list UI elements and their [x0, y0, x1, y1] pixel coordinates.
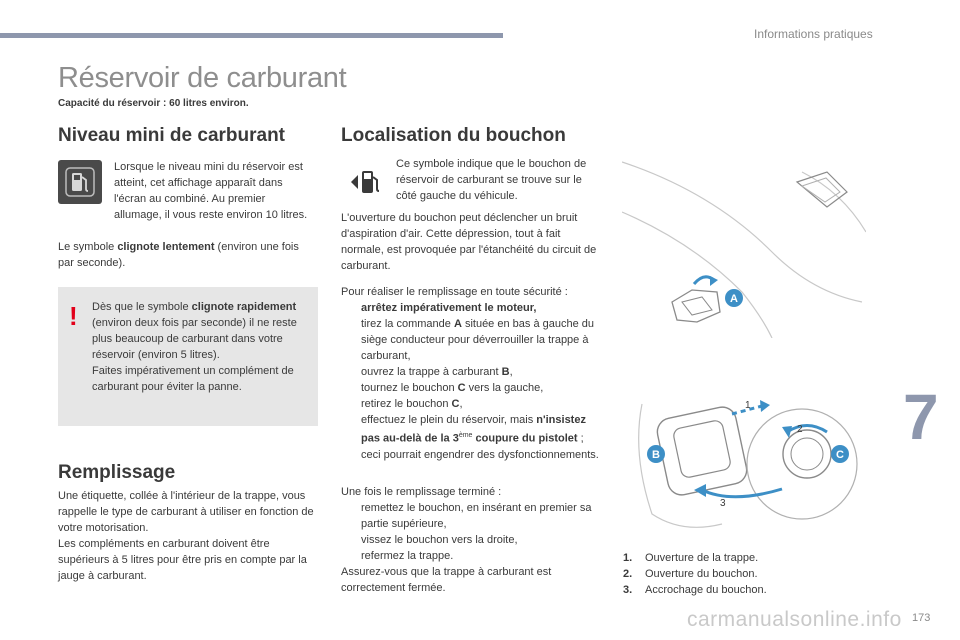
bullet-icon — [341, 300, 361, 316]
end-note: Assurez-vous que la trappe à carburant est correctement fermée. — [341, 566, 552, 594]
list-item: remettez le bouchon, en insérant en premier sa partie supérieure, — [341, 500, 603, 532]
section-title: Informations pratiques — [754, 27, 873, 41]
fuel-cap-left-icon — [341, 160, 385, 209]
list-item: ouvrez la trappe à carburant B, — [341, 364, 603, 380]
steps-intro: Pour réaliser le remplissage en toute sécurité : — [341, 286, 568, 298]
bullet-icon — [341, 548, 361, 564]
list-item: tirez la commande A située en bas à gauche du siège conducteur pour déverrouiller la trappe à carburant, — [341, 316, 603, 364]
page-title: Réservoir de carburant — [58, 62, 347, 94]
niveau-para1: Lorsque le niveau mini du réservoir est atteint, cet affichage apparaît dans l'écran au combiné. Au premier allumage, il vous reste environ 10 litres. — [114, 161, 308, 221]
header-bar — [0, 33, 503, 38]
fuel-gauge-icon — [58, 160, 102, 204]
localisation-para1: L'ouverture du bouchon peut déclencher un bruit d'aspiration d'air. Cette dépression, tout à fait normale, est provoquée par l'étanchéité du circuit de carburant. — [341, 212, 597, 272]
end-intro: Une fois le remplissage terminé : — [341, 486, 502, 498]
label-a: A — [730, 293, 738, 305]
list-item: effectuez le plein du réservoir, mais n'insistez pas au-delà de la 3ème coupure du pistolet ; ceci pourrait engendrer des dysfonctionnements. — [341, 412, 603, 463]
niveau-para2: Le symbole clignote lentement (environ une fois par seconde). — [58, 241, 299, 269]
label-c: C — [836, 449, 844, 461]
fuel-trap-illustration — [622, 394, 866, 549]
watermark: carmanualsonline.info — [687, 608, 902, 631]
end-list — [341, 484, 603, 596]
localisation-heading: Localisation du bouchon — [341, 125, 566, 146]
car-lever-illustration — [622, 152, 866, 343]
capacity-note: Capacité du réservoir : 60 litres environ. — [58, 98, 249, 109]
label-2: 2 — [797, 424, 803, 435]
list-item: vissez le bouchon vers la droite, — [341, 532, 603, 548]
bullet-icon — [341, 532, 361, 548]
bullet-icon — [341, 364, 361, 380]
bullet-icon — [341, 380, 361, 396]
bullet-icon — [341, 500, 361, 532]
localisation-intro: Ce symbole indique que le bouchon de réservoir de carburant se trouve sur le côté gauche du véhicule. — [396, 158, 587, 202]
label-3: 3 — [720, 498, 726, 509]
remplissage-heading: Remplissage — [58, 462, 176, 483]
list-item: retirez le bouchon C, — [341, 396, 603, 412]
list-item: refermez la trappe. — [341, 548, 603, 564]
warning-icon: ! — [69, 301, 78, 331]
steps-list — [341, 284, 603, 463]
page-number: 173 — [912, 612, 931, 624]
legend-item: 1. Ouverture de la trappe. — [623, 552, 759, 564]
legend-item: 3. Accrochage du bouchon. — [623, 584, 767, 596]
chapter-number: 7 — [903, 381, 939, 453]
label-b: B — [652, 449, 660, 461]
bullet-icon — [341, 412, 361, 463]
list-item: tournez le bouchon C vers la gauche, — [341, 380, 603, 396]
legend-item: 2. Ouverture du bouchon. — [623, 568, 758, 580]
bullet-icon — [341, 316, 361, 364]
bullet-icon — [341, 396, 361, 412]
label-1: 1 — [745, 400, 751, 411]
warning-text: Dès que le symbole clignote rapidement (environ deux fois par seconde) il ne reste plus beaucoup de carburant dans votre réservoir (environ 5 litres). Faites impérativement un complément de carburant pour éviter la panne. — [92, 301, 297, 393]
list-item: arrêtez impérativement le moteur, — [341, 300, 603, 316]
figure-legend — [623, 550, 767, 598]
remplissage-para: Une étiquette, collée à l'intérieur de la trappe, vous rappelle le type de carburant à utiliser en fonction de votre motorisation. Les compléments en carburant doivent être supérieurs à 5 litres pour être pris en compte par la jauge à carburant. — [58, 490, 314, 582]
niveau-heading: Niveau mini de carburant — [58, 125, 286, 146]
